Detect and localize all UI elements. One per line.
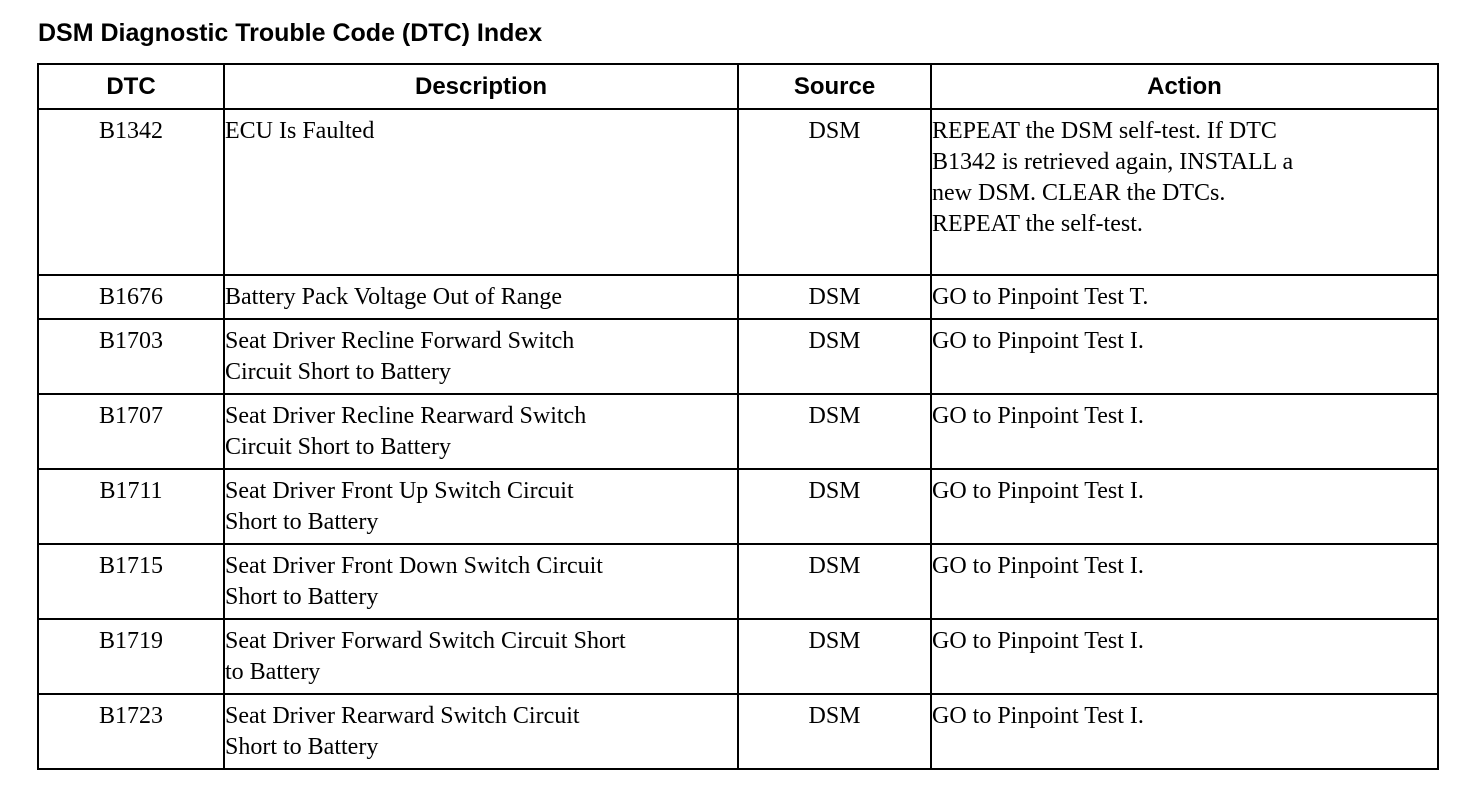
source-cell: DSM xyxy=(738,694,931,769)
header-dtc: DTC xyxy=(38,64,224,109)
description-line: Short to Battery xyxy=(225,734,379,760)
dtc-cell: B1711 xyxy=(38,469,224,544)
action-line: new DSM. CLEAR the DTCs. xyxy=(932,180,1226,206)
source-cell: DSM xyxy=(738,275,931,319)
action-cell xyxy=(931,275,1438,319)
table-row xyxy=(38,319,1438,394)
action-line: REPEAT the DSM self-test. If DTC xyxy=(932,118,1277,144)
description-cell xyxy=(224,619,738,694)
description-line: Circuit Short to Battery xyxy=(225,434,451,460)
header-action: Action xyxy=(931,64,1438,109)
dtc-cell: B1723 xyxy=(38,694,224,769)
action-line: GO to Pinpoint Test I. xyxy=(932,478,1144,504)
action-cell xyxy=(931,619,1438,694)
dtc-cell: B1703 xyxy=(38,319,224,394)
page-title: DSM Diagnostic Trouble Code (DTC) Index xyxy=(38,19,543,47)
dtc-cell: B1719 xyxy=(38,619,224,694)
action-line: REPEAT the self-test. xyxy=(932,211,1143,237)
header-description: Description xyxy=(224,64,738,109)
source-cell: DSM xyxy=(738,544,931,619)
table-row xyxy=(38,394,1438,469)
action-line: GO to Pinpoint Test T. xyxy=(932,284,1149,310)
description-line: Short to Battery xyxy=(225,584,379,610)
action-cell xyxy=(931,319,1438,394)
action-cell xyxy=(931,469,1438,544)
source-cell: DSM xyxy=(738,109,931,275)
description-line: Seat Driver Recline Rearward Switch xyxy=(225,403,587,429)
description-line: Circuit Short to Battery xyxy=(225,359,451,385)
description-line: ECU Is Faulted xyxy=(225,118,375,144)
table-row xyxy=(38,544,1438,619)
source-cell: DSM xyxy=(738,619,931,694)
description-cell xyxy=(224,694,738,769)
source-cell: DSM xyxy=(738,394,931,469)
header-source: Source xyxy=(738,64,931,109)
dtc-cell: B1676 xyxy=(38,275,224,319)
action-line: GO to Pinpoint Test I. xyxy=(932,403,1144,429)
source-cell: DSM xyxy=(738,319,931,394)
dtc-cell: B1715 xyxy=(38,544,224,619)
dtc-index-table xyxy=(37,63,1439,770)
action-cell xyxy=(931,544,1438,619)
description-line: Short to Battery xyxy=(225,509,379,535)
table-row xyxy=(38,469,1438,544)
description-line: Seat Driver Front Down Switch Circuit xyxy=(225,553,603,579)
table-row xyxy=(38,619,1438,694)
description-cell xyxy=(224,275,738,319)
description-line: Seat Driver Forward Switch Circuit Short xyxy=(225,628,626,654)
action-cell xyxy=(931,394,1438,469)
description-line: to Battery xyxy=(225,659,321,685)
action-line: GO to Pinpoint Test I. xyxy=(932,553,1144,579)
description-line: Seat Driver Front Up Switch Circuit xyxy=(225,478,574,504)
description-line: Seat Driver Rearward Switch Circuit xyxy=(225,703,580,729)
description-cell xyxy=(224,469,738,544)
table-row xyxy=(38,275,1438,319)
action-cell xyxy=(931,109,1438,275)
action-line: GO to Pinpoint Test I. xyxy=(932,328,1144,354)
table-header-row xyxy=(38,64,1438,109)
action-line: GO to Pinpoint Test I. xyxy=(932,628,1144,654)
source-cell: DSM xyxy=(738,469,931,544)
table-row xyxy=(38,694,1438,769)
description-line: Battery Pack Voltage Out of Range xyxy=(225,284,563,310)
action-line: GO to Pinpoint Test I. xyxy=(932,703,1144,729)
description-cell xyxy=(224,394,738,469)
action-line: B1342 is retrieved again, INSTALL a xyxy=(932,149,1294,175)
description-cell xyxy=(224,319,738,394)
dtc-cell: B1342 xyxy=(38,109,224,275)
description-cell xyxy=(224,109,738,275)
description-cell xyxy=(224,544,738,619)
dtc-cell: B1707 xyxy=(38,394,224,469)
description-line: Seat Driver Recline Forward Switch xyxy=(225,328,575,354)
action-cell xyxy=(931,694,1438,769)
table-row xyxy=(38,109,1438,275)
